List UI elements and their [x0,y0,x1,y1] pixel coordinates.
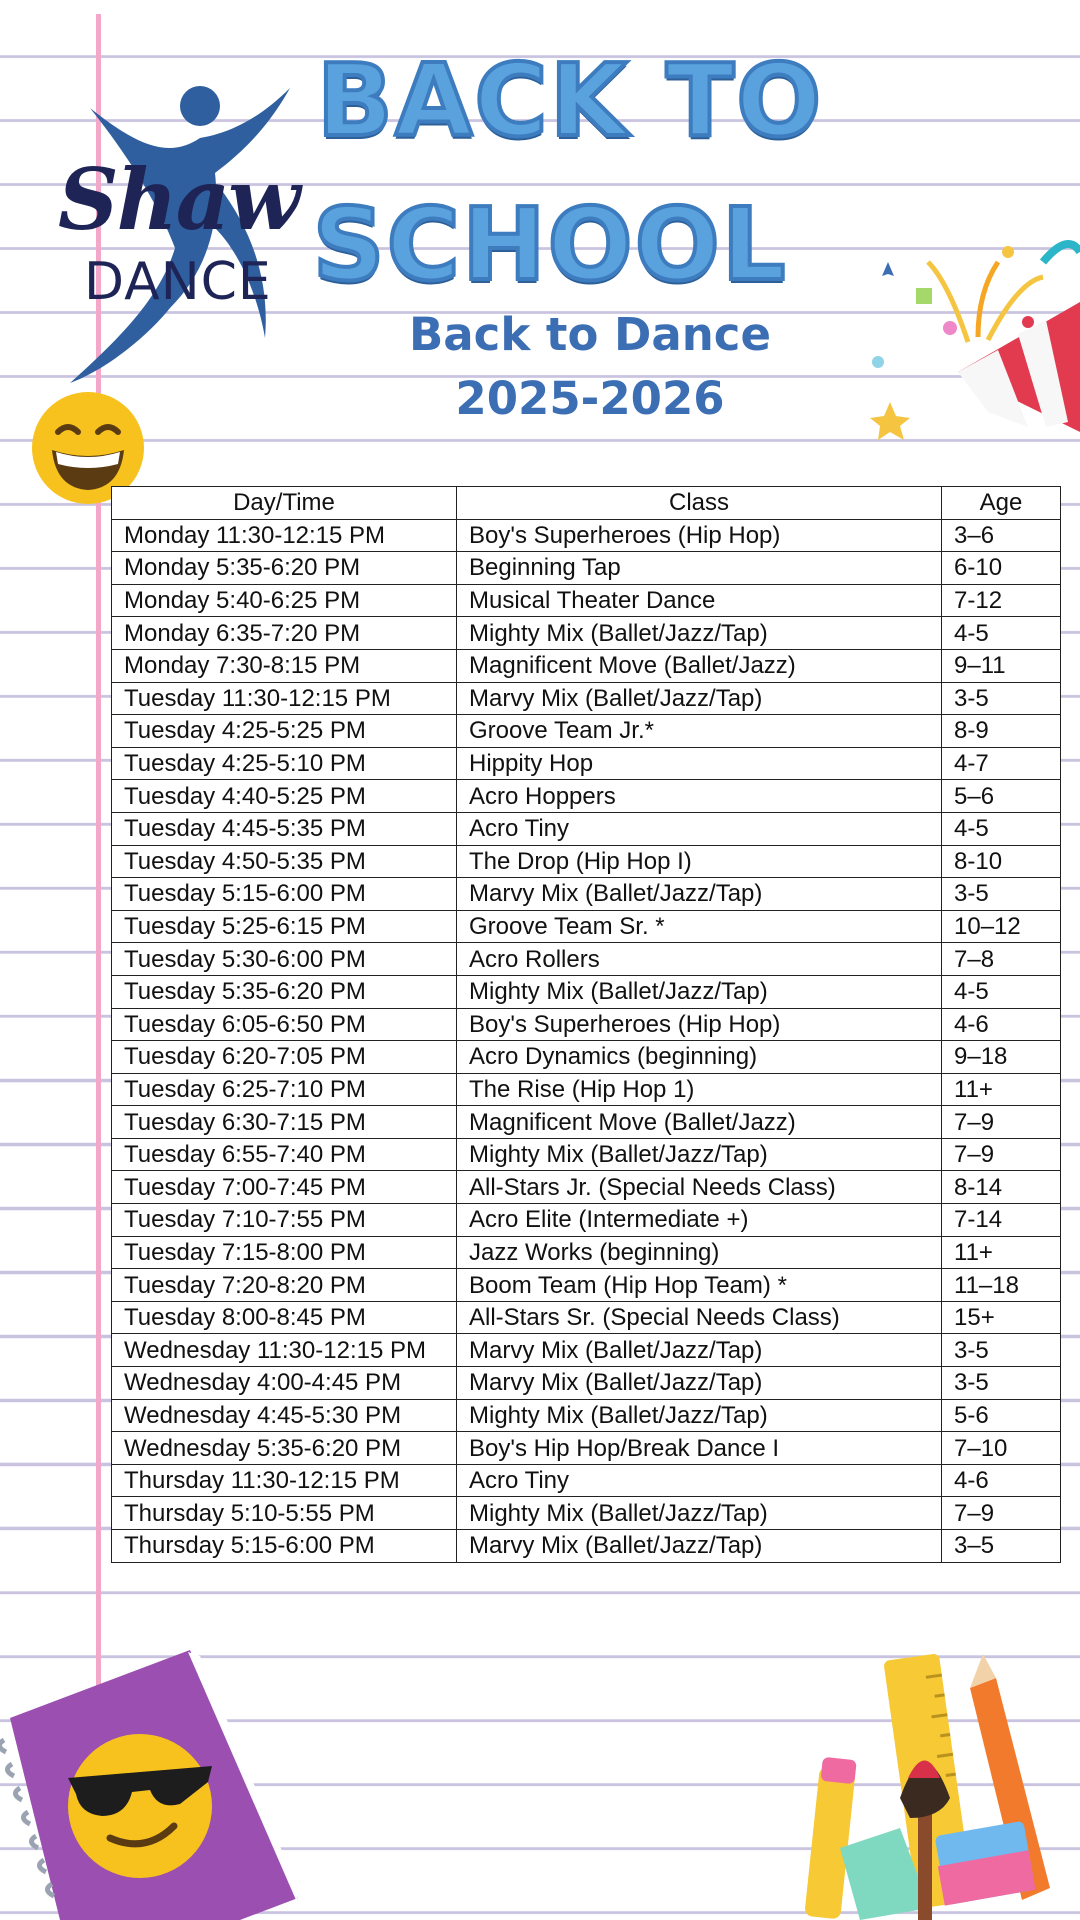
party-popper-icon [868,222,1080,442]
cell-class: The Drop (Hip Hop I) [457,845,942,878]
cell-day-time: Tuesday 5:15-6:00 PM [112,878,457,911]
cell-class: Mighty Mix (Ballet/Jazz/Tap) [457,1399,942,1432]
cell-class: The Rise (Hip Hop 1) [457,1073,942,1106]
cell-day-time: Tuesday 8:00-8:45 PM [112,1301,457,1334]
cell-day-time: Tuesday 4:40-5:25 PM [112,780,457,813]
cell-day-time: Tuesday 5:30-6:00 PM [112,943,457,976]
cell-class: Musical Theater Dance [457,584,942,617]
cell-class: Acro Hoppers [457,780,942,813]
table-row [112,1236,1061,1269]
cell-class: Boy's Hip Hop/Break Dance I [457,1432,942,1465]
cell-class: Marvy Mix (Ballet/Jazz/Tap) [457,878,942,911]
table-row [112,943,1061,976]
cell-day-time: Tuesday 7:10-7:55 PM [112,1204,457,1237]
cell-day-time: Tuesday 6:30-7:15 PM [112,1106,457,1139]
cell-class: Acro Elite (Intermediate +) [457,1204,942,1237]
cell-class: Magnificent Move (Ballet/Jazz) [457,1106,942,1139]
cell-age: 15+ [942,1301,1061,1334]
cell-class: Marvy Mix (Ballet/Jazz/Tap) [457,1367,942,1400]
cell-day-time: Wednesday 5:35-6:20 PM [112,1432,457,1465]
cell-age: 8-14 [942,1171,1061,1204]
cell-class: Magnificent Move (Ballet/Jazz) [457,649,942,682]
cell-day-time: Monday 5:40-6:25 PM [112,584,457,617]
cell-day-time: Tuesday 11:30-12:15 PM [112,682,457,715]
cell-day-time: Tuesday 7:20-8:20 PM [112,1269,457,1302]
table-row [112,747,1061,780]
cell-age: 3–6 [942,519,1061,552]
cell-age: 8-9 [942,715,1061,748]
table-row [112,1334,1061,1367]
cell-age: 10–12 [942,910,1061,943]
cell-class: Mighty Mix (Ballet/Jazz/Tap) [457,1138,942,1171]
table-row [112,1008,1061,1041]
cell-age: 4-5 [942,617,1061,650]
cell-age: 7–9 [942,1497,1061,1530]
table-row [112,780,1061,813]
table-row [112,1041,1061,1074]
table-row [112,519,1061,552]
cell-age: 5–6 [942,780,1061,813]
table-row [112,1138,1061,1171]
cell-day-time: Tuesday 6:25-7:10 PM [112,1073,457,1106]
cell-class: Acro Tiny [457,1464,942,1497]
school-supplies-icon [800,1648,1060,1920]
cell-class: Acro Tiny [457,812,942,845]
table-row [112,910,1061,943]
cell-day-time: Monday 6:35-7:20 PM [112,617,457,650]
cell-class: Boy's Superheroes (Hip Hop) [457,519,942,552]
cell-age: 11+ [942,1073,1061,1106]
cell-class: Marvy Mix (Ballet/Jazz/Tap) [457,682,942,715]
table-row [112,715,1061,748]
class-schedule-table [111,486,1061,1563]
cell-day-time: Tuesday 7:00-7:45 PM [112,1171,457,1204]
cell-day-time: Tuesday 6:05-6:50 PM [112,1008,457,1041]
column-header-age: Age [942,487,1061,520]
cell-age: 6-10 [942,552,1061,585]
table-row [112,812,1061,845]
cell-class: Marvy Mix (Ballet/Jazz/Tap) [457,1334,942,1367]
page-title-line-1: BACK TO [316,42,824,159]
table-row [112,617,1061,650]
table-row [112,682,1061,715]
cell-day-time: Monday 5:35-6:20 PM [112,552,457,585]
table-row [112,1204,1061,1237]
cell-day-time: Wednesday 4:00-4:45 PM [112,1367,457,1400]
cell-age: 7-12 [942,584,1061,617]
table-row [112,1399,1061,1432]
table-row [112,552,1061,585]
cell-class: Mighty Mix (Ballet/Jazz/Tap) [457,975,942,1008]
table-row [112,1073,1061,1106]
table-row [112,1367,1061,1400]
cell-day-time: Tuesday 6:20-7:05 PM [112,1041,457,1074]
cell-age: 3-5 [942,682,1061,715]
table-row [112,1171,1061,1204]
table-row [112,1497,1061,1530]
cell-age: 4-5 [942,812,1061,845]
cell-age: 3-5 [942,1334,1061,1367]
table-row [112,1464,1061,1497]
cell-age: 4-5 [942,975,1061,1008]
cell-age: 4-6 [942,1008,1061,1041]
cell-class: Acro Dynamics (beginning) [457,1041,942,1074]
cell-age: 4-7 [942,747,1061,780]
table-row [112,1432,1061,1465]
cell-day-time: Tuesday 7:15-8:00 PM [112,1236,457,1269]
cell-age: 7-14 [942,1204,1061,1237]
cell-class: All-Stars Jr. (Special Needs Class) [457,1171,942,1204]
cell-class: Beginning Tap [457,552,942,585]
cell-age: 3-5 [942,878,1061,911]
cell-age: 7–9 [942,1106,1061,1139]
subtitle-season-year: 2025-2026 [455,372,725,425]
cell-age: 11+ [942,1236,1061,1269]
cell-day-time: Tuesday 4:25-5:10 PM [112,747,457,780]
cell-day-time: Thursday 5:10-5:55 PM [112,1497,457,1530]
cell-class: Mighty Mix (Ballet/Jazz/Tap) [457,617,942,650]
table-row [112,584,1061,617]
logo-wordmark: Shaw [58,150,299,249]
cell-day-time: Monday 7:30-8:15 PM [112,649,457,682]
cell-age: 9–11 [942,649,1061,682]
table-header-row [112,487,1061,520]
cell-age: 4-6 [942,1464,1061,1497]
cell-day-time: Tuesday 5:25-6:15 PM [112,910,457,943]
cell-age: 7–9 [942,1138,1061,1171]
table-row [112,1530,1061,1563]
table-row [112,975,1061,1008]
column-header-class: Class [457,487,942,520]
cell-day-time: Monday 11:30-12:15 PM [112,519,457,552]
table-body [112,519,1061,1562]
table-row [112,878,1061,911]
cell-class: Hippity Hop [457,747,942,780]
sunglasses-emoji-icon [62,1726,218,1882]
cell-age: 3-5 [942,1367,1061,1400]
cell-age: 9–18 [942,1041,1061,1074]
table-row [112,1269,1061,1302]
table-row [112,1301,1061,1334]
cell-class: Groove Team Jr.* [457,715,942,748]
cell-class: Marvy Mix (Ballet/Jazz/Tap) [457,1530,942,1563]
cell-day-time: Wednesday 4:45-5:30 PM [112,1399,457,1432]
cell-class: Boy's Superheroes (Hip Hop) [457,1008,942,1041]
column-header-day-time: Day/Time [112,487,457,520]
page-title-line-2: SCHOOL [312,186,788,303]
cell-day-time: Thursday 5:15-6:00 PM [112,1530,457,1563]
logo-subtext: DANCE [84,252,272,312]
cell-age: 5-6 [942,1399,1061,1432]
table-row [112,1106,1061,1139]
cell-age: 11–18 [942,1269,1061,1302]
cell-day-time: Tuesday 4:50-5:35 PM [112,845,457,878]
table-row [112,649,1061,682]
cell-day-time: Tuesday 5:35-6:20 PM [112,975,457,1008]
cell-class: Acro Rollers [457,943,942,976]
cell-age: 7–8 [942,943,1061,976]
cell-age: 8-10 [942,845,1061,878]
cell-day-time: Tuesday 4:25-5:25 PM [112,715,457,748]
cell-class: All-Stars Sr. (Special Needs Class) [457,1301,942,1334]
cell-class: Groove Team Sr. * [457,910,942,943]
cell-day-time: Tuesday 6:55-7:40 PM [112,1138,457,1171]
cell-class: Mighty Mix (Ballet/Jazz/Tap) [457,1497,942,1530]
cell-class: Boom Team (Hip Hop Team) * [457,1269,942,1302]
cell-age: 7–10 [942,1432,1061,1465]
cell-day-time: Tuesday 4:45-5:35 PM [112,812,457,845]
cell-class: Jazz Works (beginning) [457,1236,942,1269]
cell-day-time: Wednesday 11:30-12:15 PM [112,1334,457,1367]
cell-day-time: Thursday 11:30-12:15 PM [112,1464,457,1497]
cell-age: 3–5 [942,1530,1061,1563]
subtitle-back-to-dance: Back to Dance [409,308,771,361]
table-row [112,845,1061,878]
